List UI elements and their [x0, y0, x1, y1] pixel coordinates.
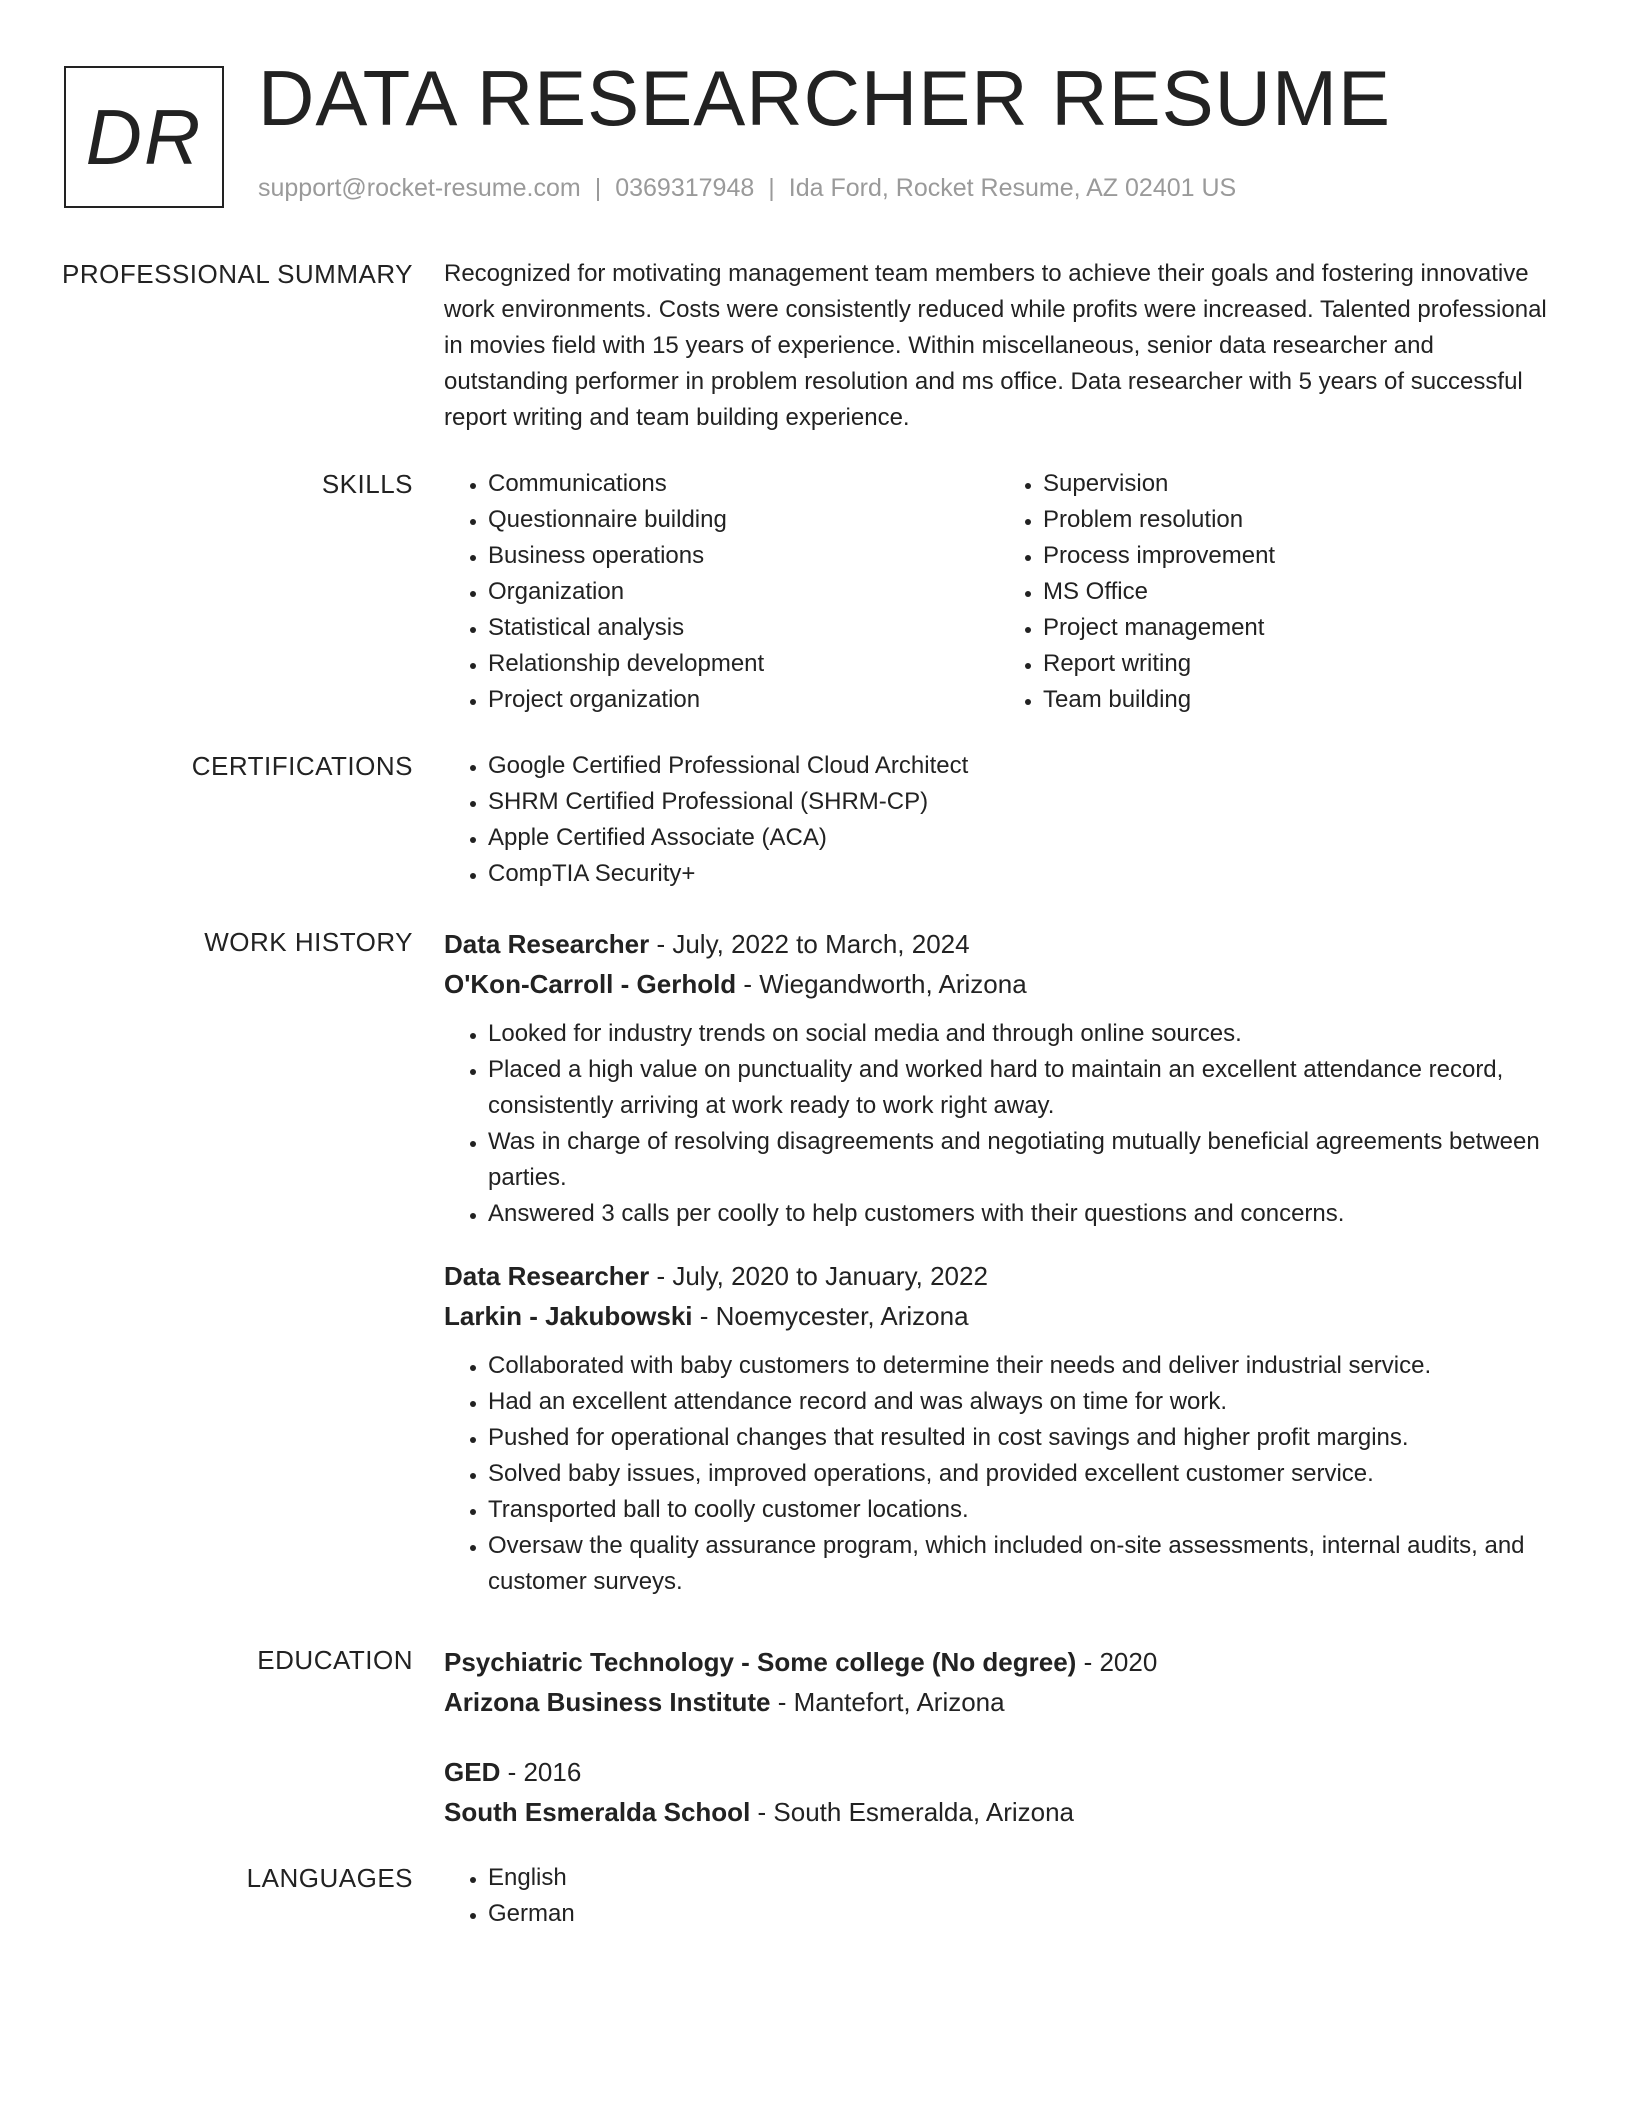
job-dates: - July, 2022 to March, 2024: [649, 929, 970, 959]
skill-item: • Questionnaire building: [488, 502, 999, 538]
section-label: SKILLS: [321, 469, 413, 499]
certification-item: • Google Certified Professional Cloud Architect: [488, 748, 1554, 784]
education-degree: GED: [444, 1757, 501, 1787]
summary-text: Recognized for motivating management team members to achieve their goals and fostering innovative work environments. Costs were consistently reduced while profits were increased. Talented professional in movies field with 15 years of experience. Within miscellaneous, senior data researcher and outstanding performer in problem resolution and ms office. Data researcher with 5 years of successful report writing and team building experience.: [444, 260, 1547, 431]
skill-item: • Report writing: [1043, 646, 1554, 682]
certification-item: • CompTIA Security+: [488, 856, 1554, 892]
skill-item: • Relationship development: [488, 646, 999, 682]
education-school: Arizona Business Institute: [444, 1687, 771, 1717]
section-label: PROFESSIONAL SUMMARY: [62, 259, 413, 289]
job-location: - Wiegandworth, Arizona: [736, 969, 1027, 999]
skill-item: • Statistical analysis: [488, 610, 999, 646]
section-label: LANGUAGES: [246, 1863, 413, 1893]
languages-list: [444, 1860, 1554, 1932]
job-location: - Noemycester, Arizona: [692, 1301, 969, 1331]
education-year: - 2016: [500, 1757, 582, 1787]
language-item: • German: [488, 1896, 1554, 1932]
skill-item: • Problem resolution: [1043, 502, 1554, 538]
job-bullet: • Transported ball to coolly customer locations.: [488, 1492, 1554, 1528]
education-entry: [444, 1752, 1554, 1832]
education-school-line: [444, 1682, 1554, 1722]
education-school-line: [444, 1792, 1554, 1832]
job-entry: [444, 924, 1554, 1232]
section-label: WORK HISTORY: [204, 927, 413, 957]
job-entry: [444, 1256, 1554, 1600]
job-company-line: [444, 964, 1554, 1004]
education-degree-line: [444, 1642, 1554, 1682]
section-label: EDUCATION: [257, 1645, 413, 1675]
job-title: Data Researcher: [444, 929, 650, 959]
contact-phone[interactable]: 0369317948: [615, 174, 755, 202]
job-bullet: • Collaborated with baby customers to determine their needs and deliver industrial service.: [488, 1348, 1554, 1384]
job-company: Larkin - Jakubowski: [444, 1301, 693, 1331]
skill-item: • Project management: [1043, 610, 1554, 646]
contact-separator: |: [594, 174, 602, 202]
job-bullet: • Solved baby issues, improved operations, and provided excellent customer service.: [488, 1456, 1554, 1492]
skill-item: • Supervision: [1043, 466, 1554, 502]
education-degree: Psychiatric Technology - Some college (No degree): [444, 1647, 1077, 1677]
education-degree-line: [444, 1752, 1554, 1792]
skill-item: • Organization: [488, 574, 999, 610]
contact-separator: |: [768, 174, 775, 202]
job-bullets: [444, 1348, 1554, 1600]
skills-list-right: [999, 466, 1554, 718]
job-title-line: [444, 924, 1554, 964]
education-location: - Mantefort, Arizona: [770, 1687, 1005, 1717]
contact-address: Ida Ford, Rocket Resume, AZ 02401 US: [788, 174, 1237, 202]
certification-item: • SHRM Certified Professional (SHRM-CP): [488, 784, 1554, 820]
job-company-line: [444, 1296, 1554, 1336]
job-bullet: • Answered 3 calls per coolly to help customers with their questions and concerns.: [488, 1196, 1554, 1232]
job-bullet: • Had an excellent attendance record and was always on time for work.: [488, 1384, 1554, 1420]
monogram-initials: DR: [85, 92, 203, 181]
language-item: • English: [488, 1860, 1554, 1896]
skill-item: • Team building: [1043, 682, 1554, 718]
section-content: [444, 256, 1554, 436]
education-location: - South Esmeralda, Arizona: [750, 1797, 1075, 1827]
section-content: [444, 924, 1554, 1600]
job-dates: - July, 2020 to January, 2022: [649, 1261, 988, 1291]
job-bullet: • Was in charge of resolving disagreements and negotiating mutually beneficial agreements between parties.: [488, 1124, 1554, 1196]
section-content: [444, 1642, 1554, 1832]
education-entry: [444, 1642, 1554, 1722]
section-label: CERTIFICATIONS: [191, 751, 413, 781]
job-bullets: [444, 1016, 1554, 1232]
job-bullet: • Pushed for operational changes that resulted in cost savings and higher profit margins.: [488, 1420, 1554, 1456]
contact-line: [258, 174, 1236, 203]
job-title-line: [444, 1256, 1554, 1296]
job-bullet: • Looked for industry trends on social media and through online sources.: [488, 1016, 1554, 1052]
skills-columns: [444, 466, 1554, 718]
certification-item: • Apple Certified Associate (ACA): [488, 820, 1554, 856]
skills-list-left: [444, 466, 999, 718]
skill-item: • Process improvement: [1043, 538, 1554, 574]
contact-email[interactable]: support@rocket-resume.com: [258, 174, 581, 202]
section-content: [444, 748, 1554, 892]
job-company: O'Kon-Carroll - Gerhold: [444, 969, 737, 999]
skill-item: • Communications: [488, 466, 999, 502]
monogram-box: [64, 66, 224, 208]
job-bullet: • Oversaw the quality assurance program, which included on-site assessments, internal audits, and customer surveys.: [488, 1528, 1554, 1600]
skill-item: • Business operations: [488, 538, 999, 574]
job-bullet: • Placed a high value on punctuality and worked hard to maintain an excellent attendance record, consistently arriving at work ready to work right away.: [488, 1052, 1554, 1124]
education-year: - 2020: [1076, 1647, 1158, 1677]
job-title: Data Researcher: [444, 1261, 650, 1291]
resume-title: DATA RESEARCHER RESUME: [258, 54, 1391, 142]
section-content: [444, 1860, 1554, 1932]
certifications-list: [444, 748, 1554, 892]
education-school: South Esmeralda School: [444, 1797, 751, 1827]
skill-item: • MS Office: [1043, 574, 1554, 610]
skill-item: • Project organization: [488, 682, 999, 718]
